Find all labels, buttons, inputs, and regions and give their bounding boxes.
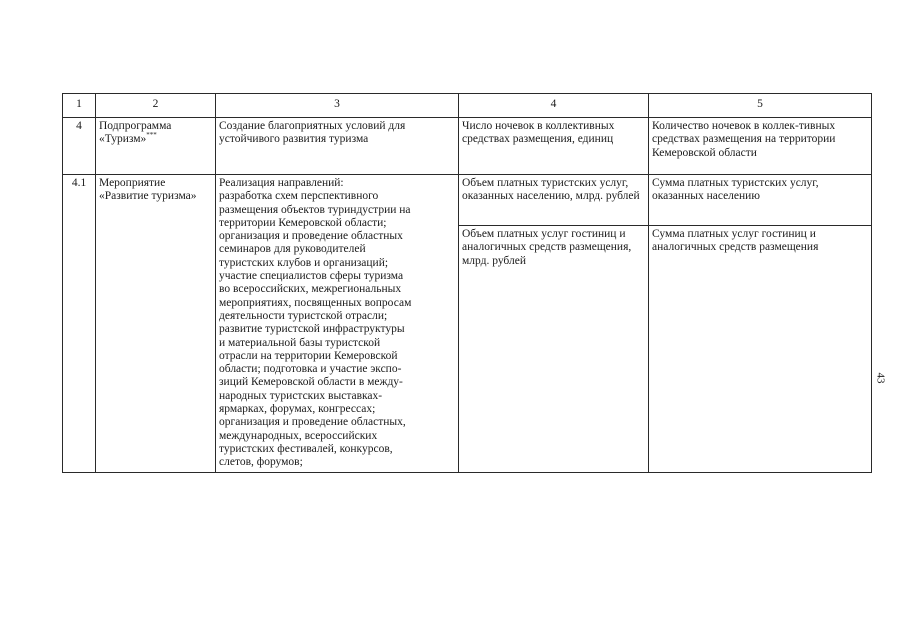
content-line: народных туристских выставках- [219, 389, 383, 402]
row-number: 4 [63, 118, 96, 175]
column-number: 4 [459, 94, 649, 118]
footnote-mark: *** [146, 131, 157, 140]
content-line: зиций Кемеровской области в между- [219, 376, 403, 389]
content-line: территории Кемеровской области; [219, 216, 387, 229]
content-line: размещения объектов туриндустрии на [219, 203, 411, 216]
content-line: слетов, форумов; [219, 456, 303, 469]
content-line: во всероссийских, межрегиональных [219, 283, 402, 296]
content-line: участие специалистов сферы туризма [219, 270, 404, 283]
content-line: развитие туристской инфраструктуры [219, 323, 405, 336]
method-cell: Сумма платных туристских услуг, оказанных населению [649, 175, 872, 226]
event-cell: Мероприятие «Развитие туризма» [96, 175, 216, 473]
table-row-4-1 [63, 175, 872, 226]
content-line: мероприятиях, посвященных вопросам [219, 296, 412, 309]
goal-cell: Создание благоприятных условий для устойчивого развития туризма [216, 118, 459, 175]
page-number: 43 [874, 372, 887, 384]
indicator-cell: Число ночевок в коллективных средствах размещения, единиц [459, 118, 649, 175]
indicator-cell: Объем платных услуг гостиниц и аналогичных средств размещения, млрд. рублей [459, 226, 649, 473]
indicator-cell: Объем платных туристских услуг, оказанных населению, млрд. рублей [459, 175, 649, 226]
content-line: разработка схем перспективного [219, 190, 379, 203]
content-line: туристских фестивалей, конкурсов, [219, 442, 393, 455]
content-line: отрасли на территории Кемеровской [219, 349, 398, 362]
column-number: 5 [649, 94, 872, 118]
subprogram-name: Подпрограмма «Туризм» [99, 120, 172, 146]
content-line: организация и проведение областных [219, 230, 403, 243]
content-line: и материальной базы туристской [219, 336, 381, 349]
column-number: 3 [216, 94, 459, 118]
content-line: ярмарках, форумах, конгрессах; [219, 403, 376, 416]
content-line: международных, всероссийских [219, 429, 378, 442]
column-number: 1 [63, 94, 96, 118]
content-line: туристских клубов и организаций; [219, 256, 389, 269]
column-number-row [63, 94, 872, 118]
content-line: деятельности туристской отрасли; [219, 309, 388, 322]
subprogram-cell [96, 118, 216, 175]
content-line: Реализация направлений: [219, 177, 344, 189]
method-cell: Количество ночевок в коллек-тивных средствах размещения на территории Кемеровской области [649, 118, 872, 175]
row-number: 4.1 [63, 175, 96, 473]
content-line: области; подготовка и участие экспо- [219, 363, 402, 376]
table-row-4 [63, 118, 872, 175]
content-line: семинаров для руководителей [219, 243, 366, 256]
column-number: 2 [96, 94, 216, 118]
event-content-cell [216, 175, 459, 473]
content-line: организация и проведение областных, [219, 416, 406, 429]
indicators-table [62, 93, 872, 473]
method-cell: Сумма платных услуг гостиниц и аналогичных средств размещения [649, 226, 872, 473]
